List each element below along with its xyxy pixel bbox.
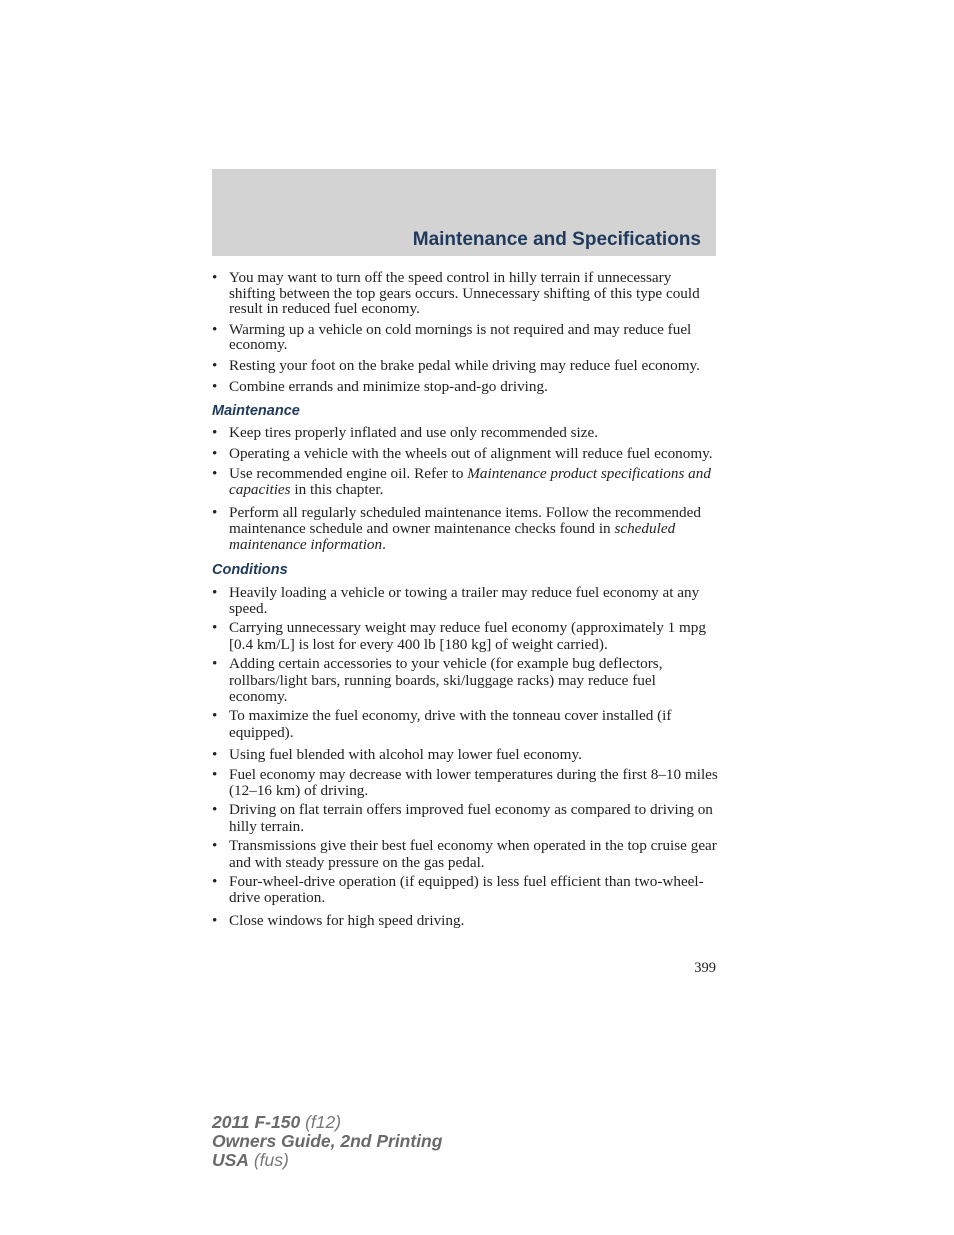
page-content [212,270,718,929]
list-item: • Heavily loading a vehicle or towing a trailer may reduce fuel economy at any speed. [212,585,718,618]
cross-reference-link[interactable]: scheduled maintenance information [229,519,676,553]
intro-bullet-list [212,270,718,394]
list-item: • Four-wheel-drive operation (if equipped) is less fuel efficient than two-wheel-drive operation. [212,874,718,907]
section-header-band [212,169,716,256]
list-item-text: . [382,535,386,553]
list-item: • Keep tires properly inflated and use only recommended size. [212,425,718,441]
list-item: • Resting your foot on the brake pedal while driving may reduce fuel economy. [212,358,718,374]
list-item: • Combine errands and minimize stop-and-go driving. [212,379,718,395]
document-footer [212,1113,442,1170]
list-item: • Using fuel blended with alcohol may lower fuel economy. [212,747,718,763]
footer-region: USA [212,1150,249,1170]
list-item: • Warming up a vehicle on cold mornings is not required and may reduce fuel economy. [212,322,718,353]
footer-line-guide [212,1132,442,1151]
conditions-heading: Conditions [212,561,288,578]
list-item: • Fuel economy may decrease with lower temperatures during the first 8–10 miles (12–16 km) of driving. [212,767,718,800]
conditions-bullet-list [212,585,718,930]
list-item: • To maximize the fuel economy, drive with the tonneau cover installed (if equipped). [212,708,718,741]
footer-line-model [212,1113,442,1132]
maintenance-heading: Maintenance [212,403,300,420]
list-item: • Adding certain accessories to your vehicle (for example bug deflectors, rollbars/light bars, running boards, ski/luggage racks) may reduce fuel economy. [212,656,718,705]
list-item: • You may want to turn off the speed control in hilly terrain if unnecessary shifting between the top gears occurs. Unnecessary shifting of this type could result in reduced fuel economy. [212,270,718,317]
list-item-text: in this chapter. [290,480,384,498]
footer-region-code: (fus) [248,1150,289,1170]
page-number: 399 [694,960,716,976]
footer-model: 2011 F-150 [212,1112,301,1132]
list-item: • Transmissions give their best fuel economy when operated in the top cruise gear and with steady pressure on the gas pedal. [212,838,718,871]
list-item [212,505,718,553]
list-item: • Driving on flat terrain offers improved fuel economy as compared to driving on hilly terrain. [212,802,718,835]
maintenance-bullet-list [212,425,718,552]
footer-guide: Owners Guide, 2nd Printing [212,1131,443,1151]
footer-model-code: (f12) [300,1112,342,1132]
list-item: • Operating a vehicle with the wheels out of alignment will reduce fuel economy. [212,446,718,462]
list-item: • Close windows for high speed driving. [212,913,718,929]
list-item-text: Use recommended engine oil. Refer to [229,465,468,483]
cross-reference-link[interactable]: Maintenance product specifications and capacities [229,465,711,498]
list-item-text: Perform all regularly scheduled maintenance items. Follow the recommended maintenance schedule and owner maintenance checks found in [229,503,701,537]
section-title: Maintenance and Specifications [412,229,701,250]
list-item [212,466,718,497]
footer-line-region [212,1151,442,1170]
list-item: • Carrying unnecessary weight may reduce fuel economy (approximately 1 mpg [0.4 km/L] is lost for every 400 lb [180 kg] of weight carried). [212,620,718,653]
